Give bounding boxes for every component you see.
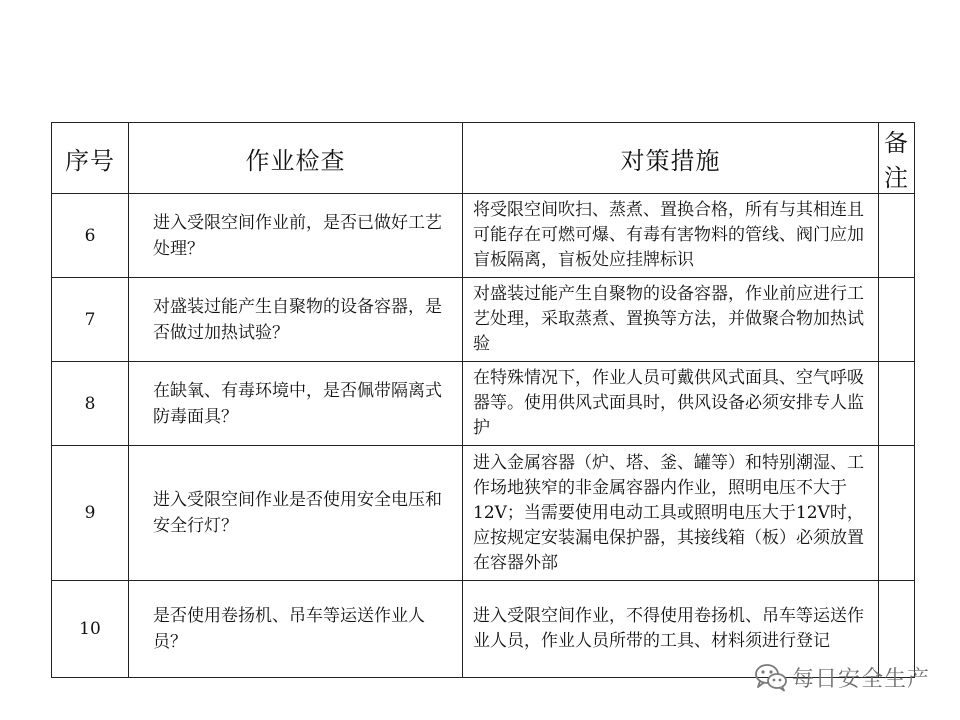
- row-remarks: [879, 362, 915, 446]
- row-inspection: 是否使用卷扬机、吊车等运送作业人员？: [129, 581, 463, 678]
- row-inspection: 进入受限空间作业前，是否已做好工艺处理？: [129, 194, 463, 278]
- row-number: 8: [52, 362, 129, 446]
- watermark: [754, 660, 930, 694]
- row-remarks: [879, 446, 915, 581]
- row-measures: 进入金属容器（炉、塔、釜、罐等）和特别潮湿、工作场地狭窄的非金属容器内作业，照明电压不大于12V；当需要使用电动工具或照明电压大于12V时，应按规定安装漏电保护器，其接线箱（板）必须放置在容器外部: [463, 446, 879, 581]
- header-measures: 对策措施: [463, 123, 879, 194]
- checklist-table: [51, 122, 915, 678]
- row-number: 6: [52, 194, 129, 278]
- row-inspection: 在缺氧、有毒环境中，是否佩带隔离式防毒面具？: [129, 362, 463, 446]
- row-measures: 对盛装过能产生自聚物的设备容器，作业前应进行工艺处理，采取蒸煮、置换等方法，并做聚合物加热试验: [463, 278, 879, 362]
- row-inspection: 对盛装过能产生自聚物的设备容器，是否做过加热试验？: [129, 278, 463, 362]
- table-header-row: [52, 123, 915, 194]
- table-row: [52, 446, 915, 581]
- row-number: 10: [52, 581, 129, 678]
- wechat-icon: [754, 662, 788, 692]
- table-row: [52, 362, 915, 446]
- checklist-table-container: [51, 122, 914, 678]
- row-measures: 在特殊情况下，作业人员可戴供风式面具、空气呼吸器等。使用供风式面具时，供风设备必须安排专人监护: [463, 362, 879, 446]
- row-number: 9: [52, 446, 129, 581]
- watermark-text: 每日安全生产: [792, 666, 931, 692]
- row-measures: 将受限空间吹扫、蒸煮、置换合格，所有与其相连且可能存在可燃可爆、有毒有害物料的管线、阀门应加盲板隔离，盲板处应挂牌标识: [463, 194, 879, 278]
- table-row: [52, 278, 915, 362]
- row-remarks: [879, 194, 915, 278]
- header-remarks: 备注: [879, 123, 915, 194]
- row-remarks: [879, 278, 915, 362]
- header-number: 序号: [52, 123, 129, 194]
- header-inspection: 作业检查: [129, 123, 463, 194]
- row-measures: 进入受限空间作业，不得使用卷扬机、吊车等运送作业人员，作业人员所带的工具、材料须进行登记: [463, 581, 879, 678]
- table-row: [52, 194, 915, 278]
- row-inspection: 进入受限空间作业是否使用安全电压和安全行灯？: [129, 446, 463, 581]
- row-number: 7: [52, 278, 129, 362]
